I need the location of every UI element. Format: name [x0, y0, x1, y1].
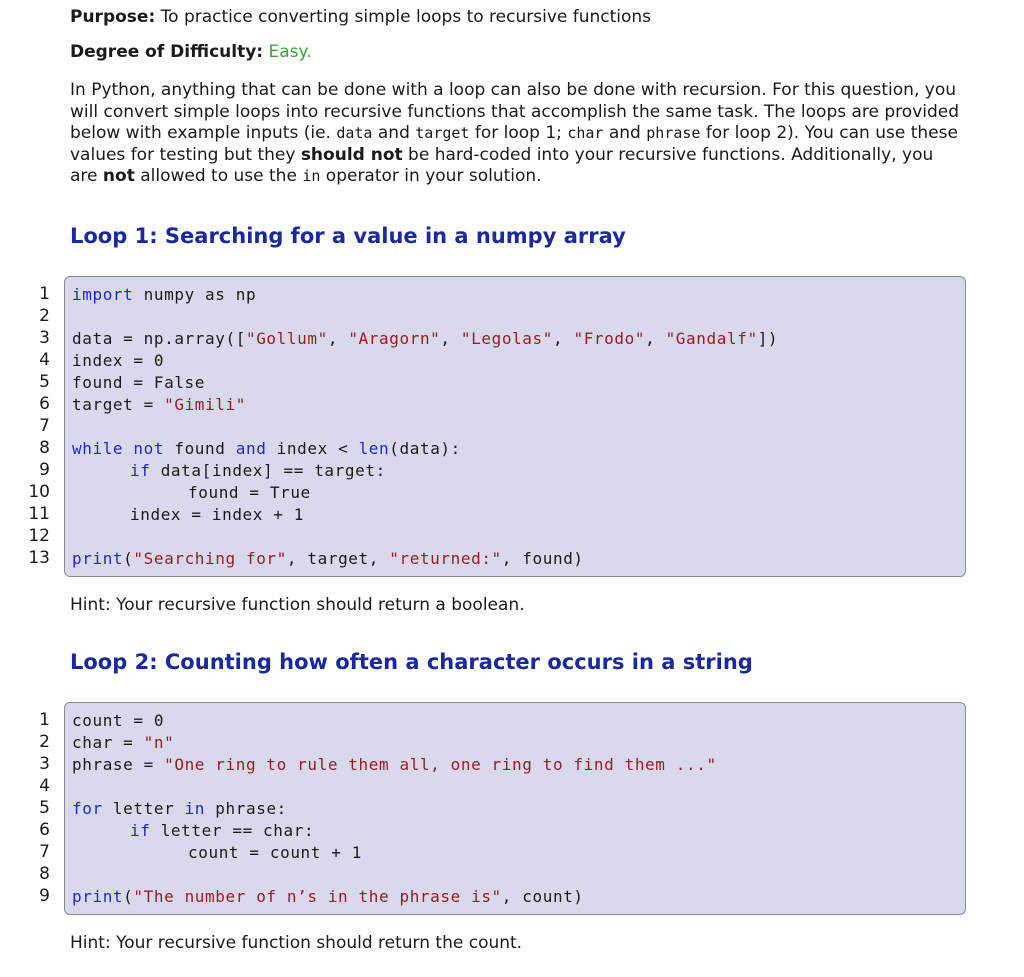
intro-text-2: and: [372, 123, 416, 143]
line-number: 13: [28, 548, 50, 568]
loop1-code-block: [64, 276, 966, 577]
intro-text-8: operator in your solution.: [320, 166, 542, 186]
line-number: 6: [39, 820, 50, 840]
keyword-and: and: [235, 439, 267, 458]
keyword-import: import: [72, 285, 134, 304]
string-literal: "Gollum": [245, 329, 328, 348]
loop1-hint: Hint: Your recursive function should return a boolean.: [70, 595, 525, 615]
code-text: index <: [266, 439, 359, 458]
code-text: data[index] == target:: [150, 461, 386, 480]
line-number: 3: [39, 328, 50, 348]
loop2-code-line-2: [72, 733, 174, 752]
loop2-code-line-1: count = 0: [72, 711, 165, 730]
line-number: 2: [39, 306, 50, 326]
line-number: 2: [39, 732, 50, 752]
code-in: in: [302, 167, 321, 185]
line-number: 10: [28, 482, 50, 502]
keyword-print: print: [72, 549, 124, 568]
code-text: ]): [757, 329, 779, 348]
code-text: (: [123, 549, 134, 568]
string-literal: "n": [143, 733, 175, 752]
code-text: letter: [102, 799, 185, 818]
code-text: numpy as np: [133, 285, 257, 304]
code-text: , found): [501, 549, 584, 568]
keyword-while: while: [72, 439, 124, 458]
line-number: 7: [39, 416, 50, 436]
code-text: found: [164, 439, 236, 458]
string-literal: "Frodo": [573, 329, 646, 348]
intro-text-7: allowed to use the: [134, 166, 303, 186]
purpose-text: To practice converting simple loops to recursive functions: [160, 7, 652, 27]
code-text: char =: [72, 733, 144, 752]
string-literal: "returned:": [389, 549, 502, 568]
keyword-print: print: [72, 887, 124, 906]
keyword-if: if: [130, 821, 151, 840]
loop1-code-line-9: [130, 461, 386, 480]
emphasis-not: not: [102, 166, 135, 186]
line-number: 6: [39, 394, 50, 414]
line-number: 4: [39, 776, 50, 796]
string-literal: "Aragorn": [348, 329, 441, 348]
code-text: target =: [72, 395, 165, 414]
line-number: 1: [39, 710, 50, 730]
code-data: data: [336, 124, 373, 142]
code-text: letter == char:: [150, 821, 315, 840]
difficulty-line: [70, 42, 970, 64]
keyword-len: len: [358, 439, 390, 458]
string-literal: "Gandalf": [665, 329, 758, 348]
code-text: (data):: [389, 439, 461, 458]
keyword-for: for: [72, 799, 103, 818]
line-number: 4: [39, 350, 50, 370]
code-phrase: phrase: [646, 124, 701, 142]
code-text: data = np.array([: [72, 329, 246, 348]
intro-text-6: be hard-coded into your recursive functions. Additionally, you are: [70, 144, 934, 186]
loop1-code-line-1: [72, 285, 256, 304]
string-literal: "Gimili": [164, 395, 246, 414]
code-char: char: [567, 124, 604, 142]
line-number: 5: [39, 372, 50, 392]
line-number: 9: [39, 886, 50, 906]
purpose-line: [70, 7, 970, 29]
code-text: phrase:: [205, 799, 287, 818]
intro-text-3: for loop 1;: [469, 123, 568, 143]
purpose-label: Purpose:: [70, 7, 156, 27]
loop2-code-line-6: [130, 821, 314, 840]
loop1-code-line-11: index = index + 1: [130, 505, 304, 524]
string-literal: "One ring to rule them all, one ring to find them ...": [164, 755, 717, 774]
loop2-code-line-7: count = count + 1: [188, 843, 362, 862]
line-number: 8: [39, 864, 50, 884]
code-text: phrase =: [72, 755, 165, 774]
loop2-code-line-3: [72, 755, 717, 774]
loop1-code-line-4: index = 0: [72, 351, 165, 370]
loop2-code-line-5: [72, 799, 287, 818]
keyword-if: if: [130, 461, 151, 480]
code-target: target: [415, 124, 470, 142]
string-literal: "Searching for": [133, 549, 287, 568]
line-number: 7: [39, 842, 50, 862]
emphasis-should-not: should not: [300, 144, 403, 165]
line-number: 1: [39, 284, 50, 304]
loop1-heading: Loop 1: Searching for a value in a numpy array: [70, 224, 626, 248]
difficulty-label: Degree of Difficulty:: [70, 42, 264, 62]
loop1-code-line-6: [72, 395, 246, 414]
line-number: 9: [39, 460, 50, 480]
line-number: 3: [39, 754, 50, 774]
loop1-code-line-10: found = True: [188, 483, 311, 502]
loop2-code-line-9: [72, 887, 584, 906]
line-number: 5: [39, 798, 50, 818]
code-text: , count): [501, 887, 584, 906]
loop1-code-line-8: [72, 439, 461, 458]
loop2-heading: Loop 2: Counting how often a character occurs in a string: [70, 650, 753, 674]
keyword-in: in: [184, 799, 206, 818]
line-number: 8: [39, 438, 50, 458]
code-text: (: [123, 887, 134, 906]
string-literal: "Legolas": [460, 329, 553, 348]
string-literal: "The number of n’s in the phrase is": [133, 887, 502, 906]
intro-text-4: and: [603, 123, 647, 143]
line-number: 11: [28, 504, 50, 524]
loop1-code-line-13: [72, 549, 584, 568]
keyword-not: not: [133, 439, 165, 458]
intro-text-1: In Python, anything that can be done with a loop can also be done with recursion. For this question, you will convert simple loops into recursive functions that accomplish the same task. The loops are provided below with example inputs (ie.: [70, 80, 960, 143]
loop1-code-line-5: found = False: [72, 373, 206, 392]
line-number: 12: [28, 526, 50, 546]
intro-text-5: for loop 2). You can use these values for testing but they: [70, 123, 958, 165]
intro-paragraph: [70, 80, 963, 188]
loop1-code-line-3: data = np.array(["Gollum", "Aragorn", "Legolas", "Frodo", "Gandalf"]): [72, 329, 779, 348]
loop2-hint: Hint: Your recursive function should return the count.: [70, 933, 523, 953]
difficulty-value: Easy.: [268, 42, 312, 62]
code-text: , target,: [286, 549, 390, 568]
